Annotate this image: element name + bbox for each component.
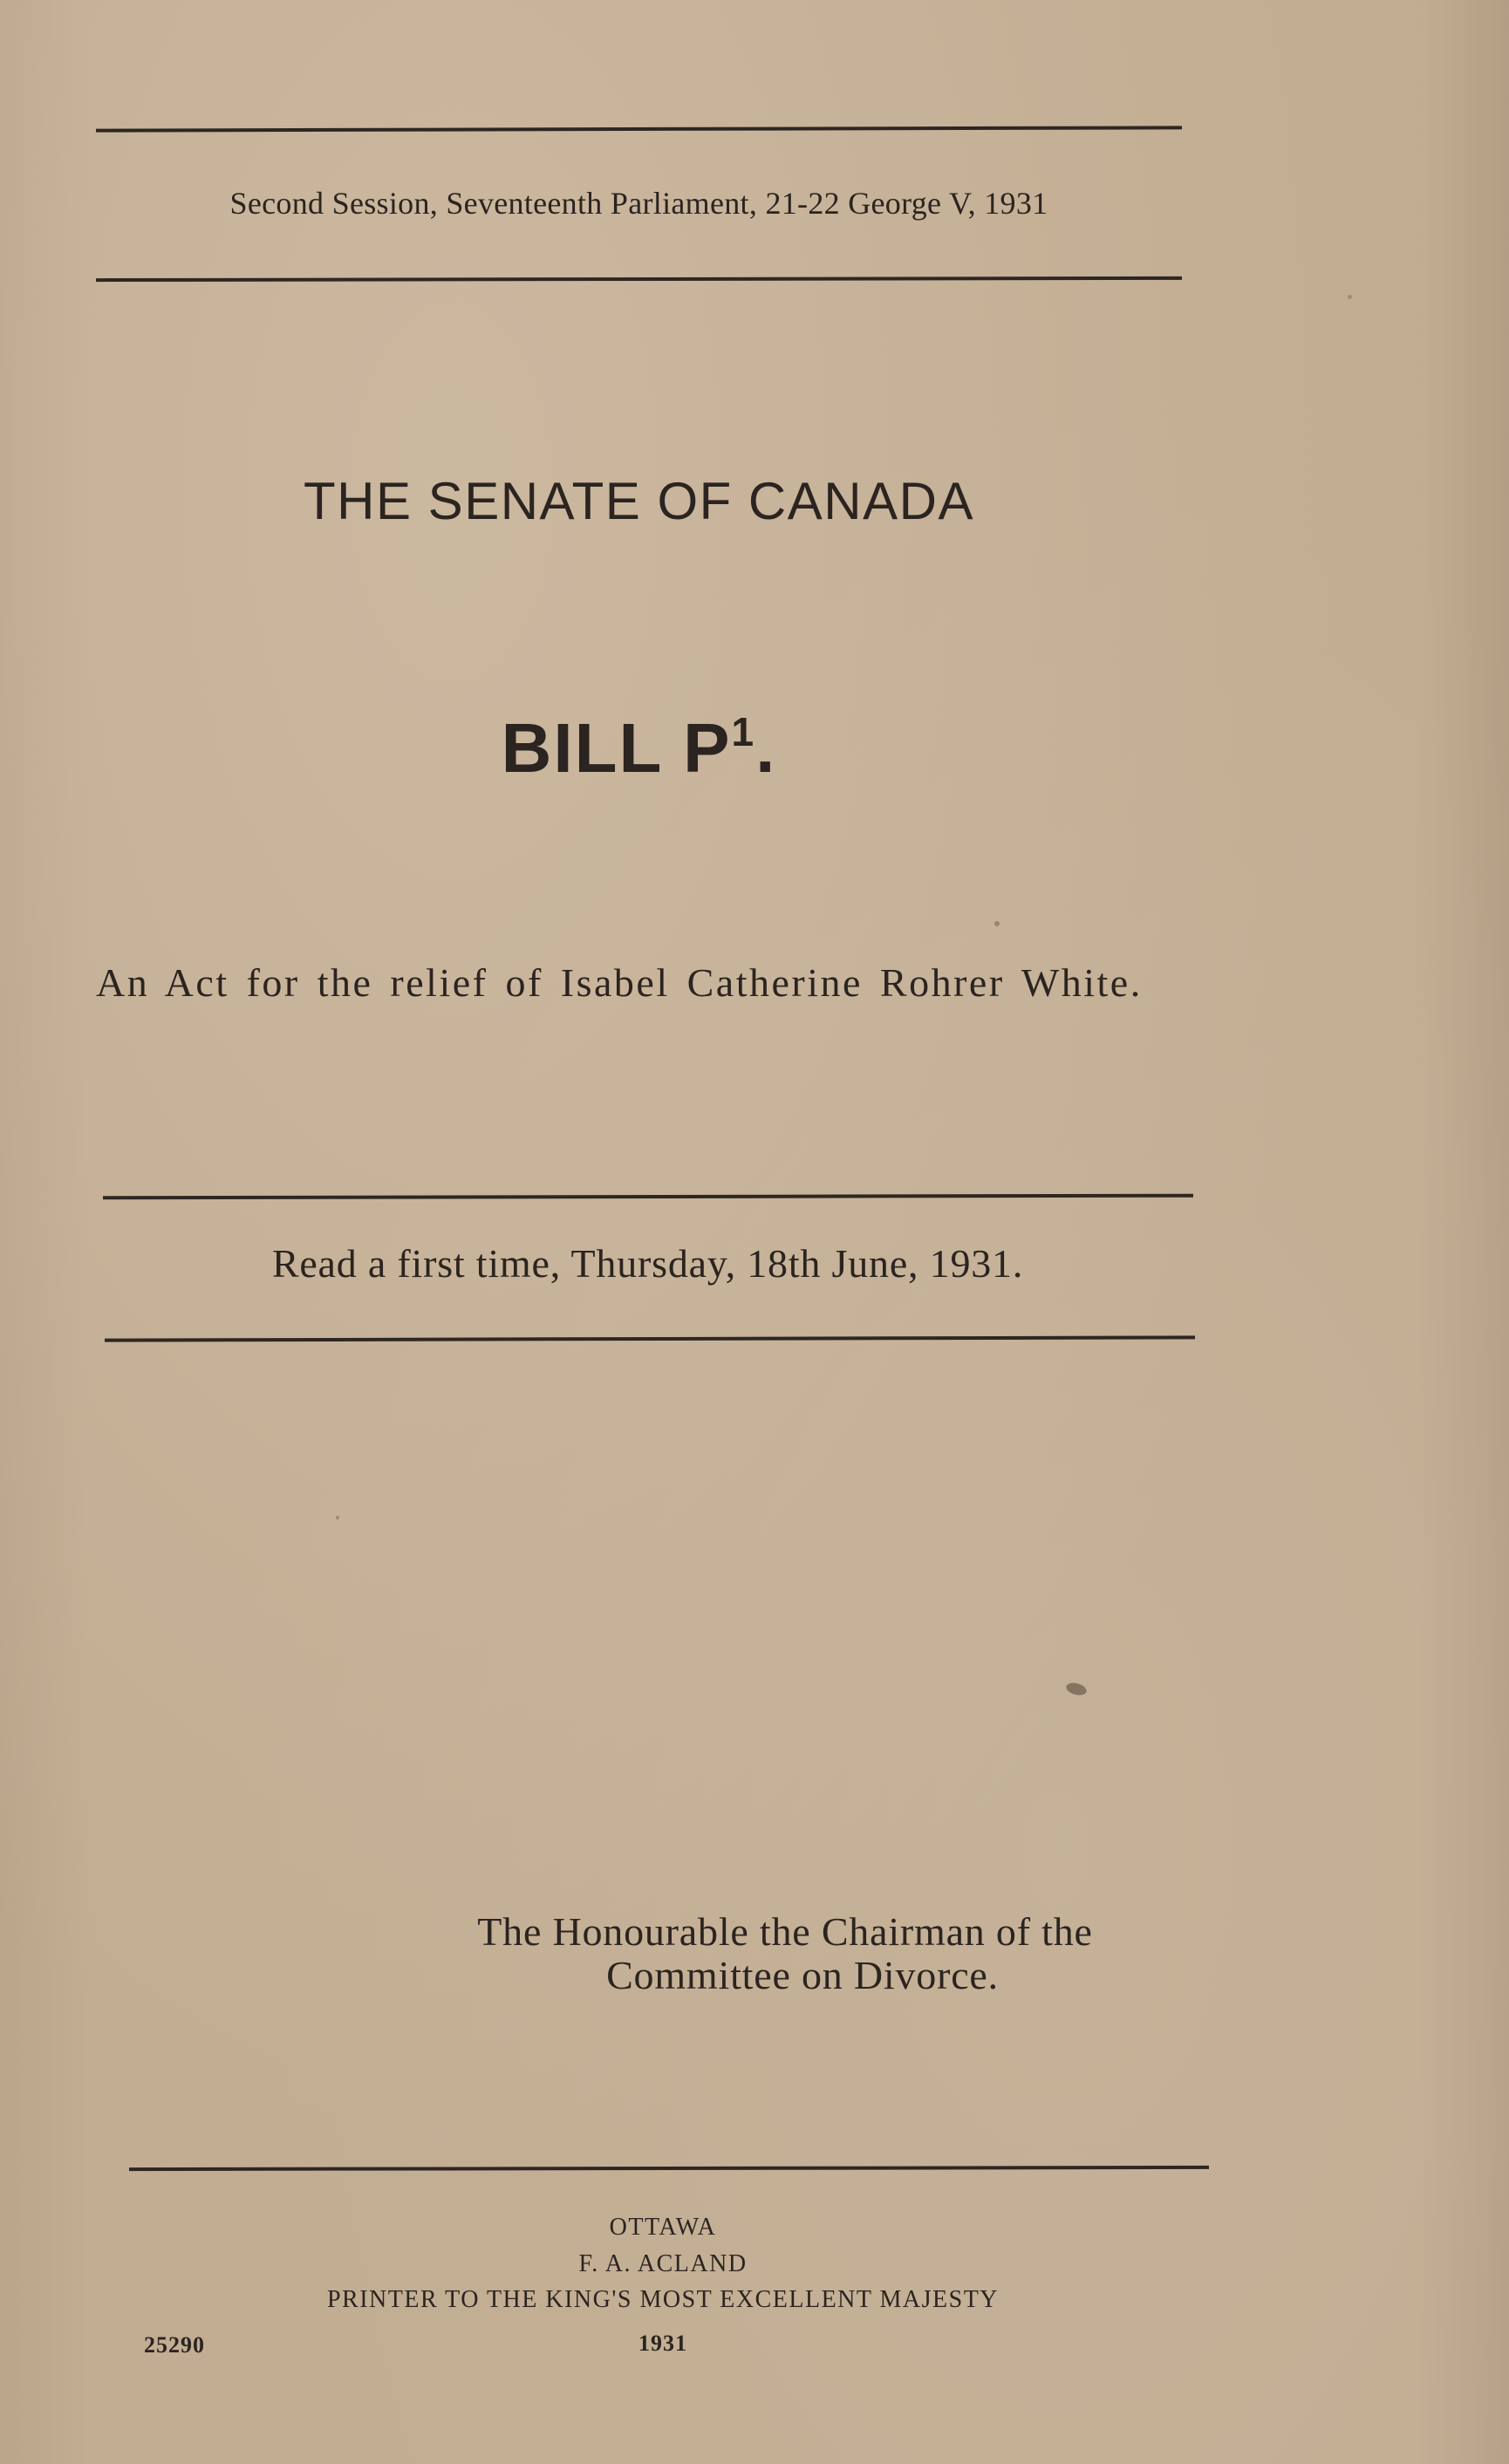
paper-speck bbox=[336, 1516, 339, 1519]
senate-title: THE SENATE OF CANADA bbox=[304, 472, 974, 530]
imprint-city: OTTAWA bbox=[609, 2214, 717, 2241]
top-rule-upper bbox=[96, 126, 1182, 132]
reading-rule-upper bbox=[103, 1194, 1193, 1200]
bill-title-main: BILL P bbox=[501, 709, 732, 787]
sponsor-block bbox=[427, 1910, 1143, 1997]
job-number: 25290 bbox=[144, 2332, 205, 2358]
imprint-year: 1931 bbox=[638, 2331, 687, 2356]
sponsor-line-1: The Honourable the Chairman of the bbox=[477, 1909, 1093, 1954]
bill-title-superscript: 1 bbox=[731, 709, 756, 754]
imprint-printer: F. A. ACLAND bbox=[578, 2250, 748, 2277]
first-reading-date: Read a first time, Thursday, 18th June, 1931. bbox=[271, 1241, 1024, 1286]
paper-blemish bbox=[1065, 1681, 1089, 1697]
act-description: An Act for the relief of Isabel Catherine Rohrer White. bbox=[96, 960, 1143, 1005]
sponsor-line-2: Committee on Divorce. bbox=[606, 1953, 999, 1997]
top-rule-lower bbox=[96, 276, 1182, 282]
reading-rule-lower bbox=[105, 1335, 1195, 1341]
paper-speck bbox=[1348, 295, 1352, 299]
paper-speck bbox=[994, 921, 1000, 926]
imprint-rule bbox=[129, 2166, 1209, 2171]
session-heading: Second Session, Seventeenth Parliament, 21-22 George V, 1931 bbox=[229, 186, 1048, 221]
bill-title bbox=[96, 708, 1182, 788]
imprint-printer-title: PRINTER TO THE KING'S MOST EXCELLENT MAJESTY bbox=[326, 2286, 1000, 2313]
bill-title-suffix: . bbox=[755, 709, 777, 787]
